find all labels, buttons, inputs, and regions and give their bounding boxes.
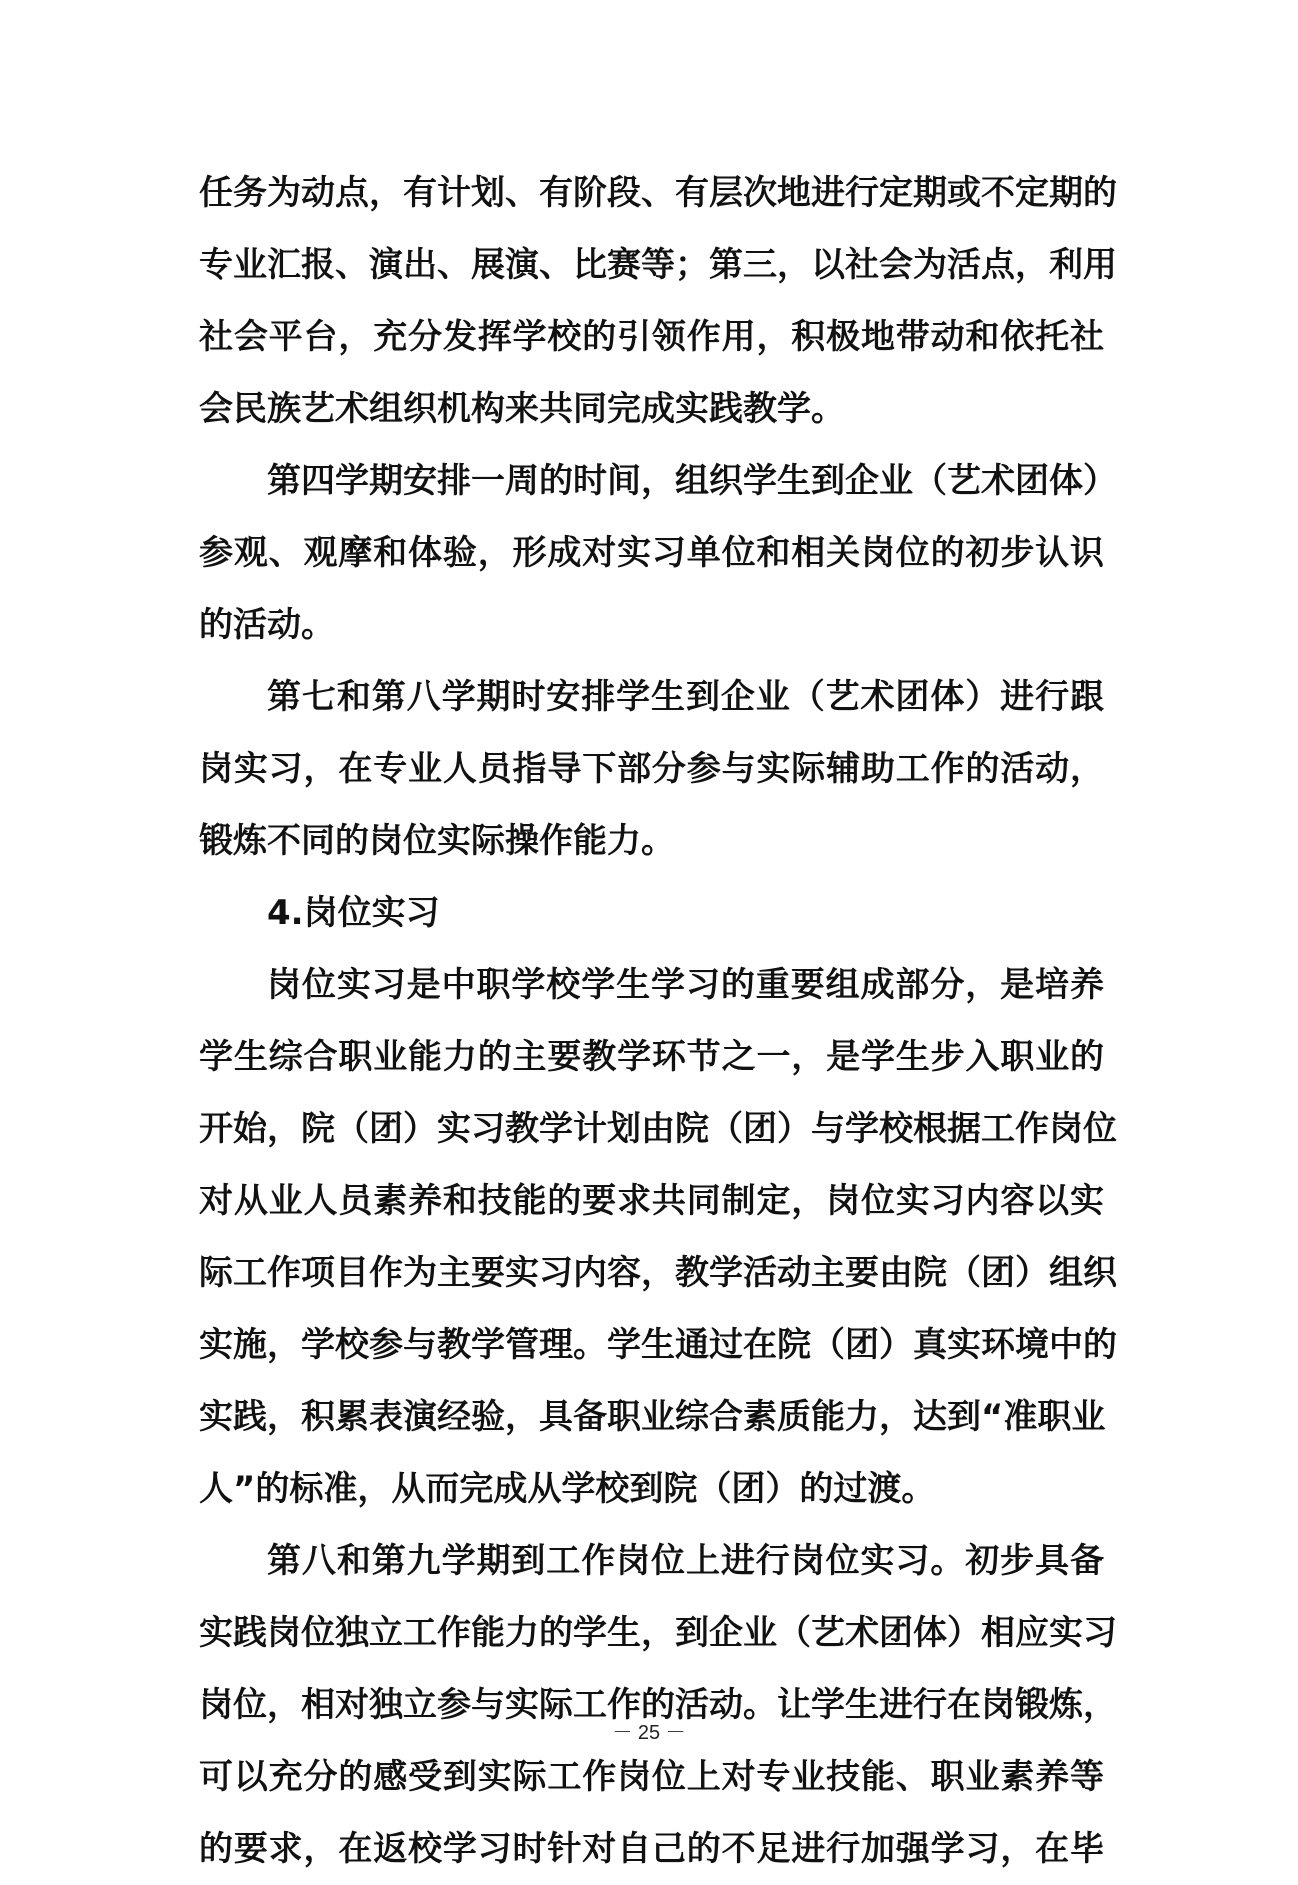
- text-line: 锻炼不同的岗位实际操作能力。: [199, 821, 675, 861]
- page-number: － 25 －: [612, 1722, 686, 1744]
- text-line: 岗实习，在专业人员指导下部分参与实际辅助工作的活动，: [199, 749, 1104, 789]
- text-line: 第四学期安排一周的时间，组织学生到企业（艺术团体）: [267, 461, 1117, 501]
- text-line: 岗位，相对独立参与实际工作的活动。让学生进行在岗锻炼，: [199, 1685, 1117, 1725]
- text-line: 岗位实习是中职学校学生学习的重要组成部分，是培养: [267, 965, 1104, 1005]
- text-line: 学生综合职业能力的主要教学环节之一，是学生步入职业的: [199, 1037, 1104, 1077]
- document-body: [199, 157, 1117, 1885]
- text-line: 专业汇报、演出、展演、比赛等；第三，以社会为活点，利用: [199, 245, 1117, 285]
- section-heading: 4.岗位实习: [267, 893, 440, 933]
- text-line: 任务为动点，有计划、有阶段、有层次地进行定期或不定期的: [199, 173, 1117, 213]
- text-line: 的活动。: [199, 605, 335, 645]
- text-line: 实施，学校参与教学管理。学生通过在院（团）真实环境中的: [199, 1325, 1117, 1365]
- text-line: 际工作项目作为主要实习内容，教学活动主要由院（团）组织: [199, 1253, 1117, 1293]
- paragraph: [199, 445, 1117, 661]
- text-line: 社会平台，充分发挥学校的引领作用，积极地带动和依托社: [199, 317, 1104, 357]
- text-line: 第八和第九学期到工作岗位上进行岗位实习。初步具备: [267, 1541, 1104, 1581]
- text-line: 第七和第八学期时安排学生到企业（艺术团体）进行跟: [267, 677, 1104, 717]
- text-line: 实践，积累表演经验，具备职业综合素质能力，达到“准职业: [199, 1397, 1106, 1437]
- text-line: 人”的标准，从而完成从学校到院（团）的过渡。: [199, 1469, 936, 1509]
- text-line: 实践岗位独立工作能力的学生，到企业（艺术团体）相应实习: [199, 1613, 1117, 1653]
- paragraph: [199, 949, 1117, 1525]
- text-line: 对从业人员素养和技能的要求共同制定，岗位实习内容以实: [199, 1181, 1104, 1221]
- text-line: 开始，院（团）实习教学计划由院（团）与学校根据工作岗位: [199, 1109, 1117, 1149]
- paragraph: [199, 1525, 1117, 1885]
- text-line: 会民族艺术组织机构来共同完成实践教学。: [199, 389, 845, 429]
- text-line: 的要求，在返校学习时针对自己的不足进行加强学习，在毕: [199, 1829, 1104, 1869]
- text-line: 可以充分的感受到实际工作岗位上对专业技能、职业素养等: [199, 1757, 1104, 1797]
- text-line: 参观、观摩和体验，形成对实习单位和相关岗位的初步认识: [199, 533, 1104, 573]
- paragraph: [199, 157, 1117, 445]
- paragraph: [199, 661, 1104, 877]
